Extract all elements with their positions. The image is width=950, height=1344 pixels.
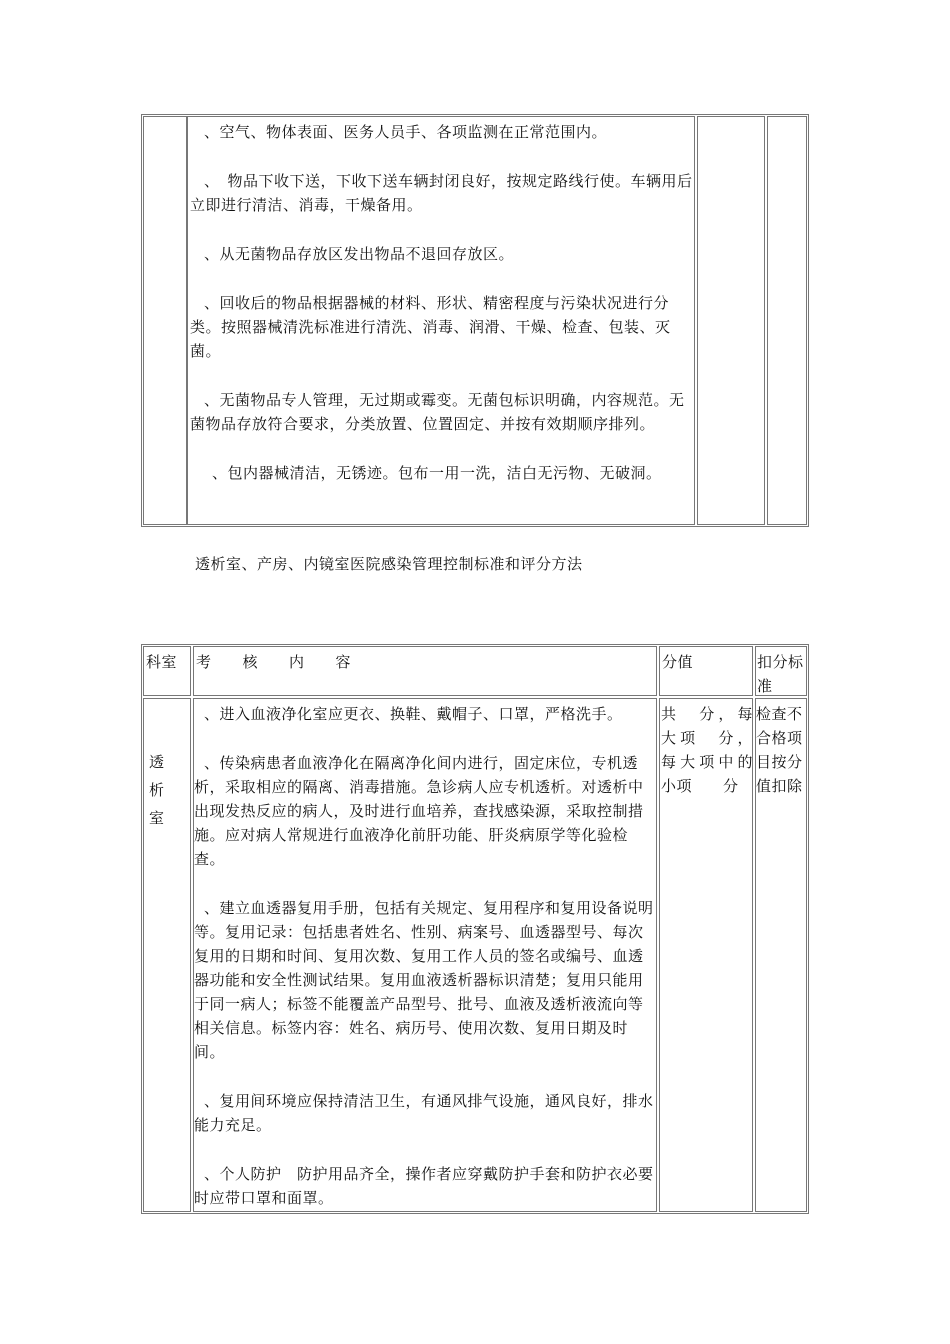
score-text: 共 分，每大项 分，每大项中的小项 分: [661, 705, 753, 795]
item-paragraph: 、从无菌物品存放区发出物品不退回存放区。: [204, 245, 515, 263]
content-text: [194, 702, 656, 1210]
item-paragraph: 、建立血透器复用手册，包括有关规定、复用程序和复用设备说明等。复用记录：包括患者姓名、性别、病案号、血透器型号、每次复用的日期和时间、复用次数、复用工作人员的签名或编号、血透器功能和安全性测试结果。复用血液透析器标识清楚；复用只能用于同一病人；标签不能覆盖产品型号、批号、血液及透析液流向等相关信息。标签内容：姓名、病历号、使用次数、复用日期及时间。: [194, 899, 654, 1061]
item-paragraph: 、进入血液净化室应更衣、换鞋、戴帽子、口罩，严格洗手。: [204, 705, 623, 723]
item-paragraph: 、复用间环境应保持清洁卫生，有通风排气设施，通风良好，排水能力充足。: [194, 1092, 654, 1134]
header-deduct: 扣分标准: [757, 653, 804, 695]
item-paragraph: 、无菌物品专人管理，无过期或霉变。无菌包标识明确，内容规范。无菌物品存放符合要求，分类放置、位置固定、并按有效期顺序排列。: [190, 391, 685, 433]
item-paragraph: 、包内器械清洁，无锈迹。包布一用一洗，洁白无污物、无破洞。: [212, 464, 662, 482]
empty-score-cell: [697, 116, 765, 525]
header-score: 分值: [662, 653, 694, 671]
empty-dept-cell: [143, 116, 187, 525]
content-text: [190, 120, 695, 485]
item-paragraph: 、空气、物体表面、医务人员手、各项监测在正常范围内。: [204, 123, 608, 141]
item-paragraph: 、传染病患者血液净化在隔离净化间内进行，固定床位，专机透析，采取相应的隔离、消毒措施。急诊病人应专机透析。对透析中出现发热反应的病人，及时进行血培养，查找感染源，采取控制措施。应对病人常规进行血液净化前肝功能、肝炎病原学等化验检查。: [194, 754, 644, 868]
dept-name: 透析室: [149, 753, 165, 827]
header-dept: 科室: [146, 653, 178, 671]
standards-table: [141, 644, 809, 1214]
item-paragraph: 、 物品下收下送，下收下送车辆封闭良好，按规定路线行使。车辆用后立即进行清洁、消毒，干燥备用。: [190, 172, 693, 214]
section-title: 透析室、产房、内镜室医院感染管理控制标准和评分方法: [195, 555, 583, 573]
empty-deduct-cell: [767, 116, 807, 525]
table-continuation: [141, 114, 809, 527]
deduct-text: 检查不合格项目按分值扣除: [756, 705, 803, 795]
item-paragraph: 、回收后的物品根据器械的材料、形状、精密程度与污染状况进行分类。按照器械清洗标准进行清洗、消毒、润滑、干燥、检查、包装、灭菌。: [190, 294, 671, 360]
item-paragraph: 、个人防护 防护用品齐全，操作者应穿戴防护手套和防护衣必要时应带口罩和面罩。: [194, 1165, 654, 1207]
header-content: 考 核 内 容: [196, 653, 352, 671]
